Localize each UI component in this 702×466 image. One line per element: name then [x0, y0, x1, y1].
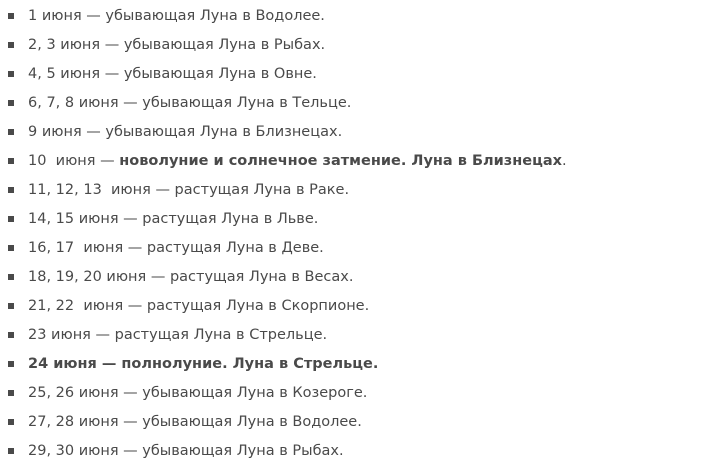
moon-calendar-list [0, 2, 702, 466]
square-bullet-icon [8, 419, 14, 425]
list-item [0, 2, 702, 31]
list-item-text: 25, 26 июня — убывающая Луна в Козероге. [28, 385, 368, 401]
list-item-text: 11, 12, 13 июня — растущая Луна в Раке. [28, 182, 350, 198]
list-item-text: 4, 5 июня — убывающая Луна в Овне. [28, 66, 317, 82]
list-item-text: 23 июня — растущая Луна в Стрельце. [28, 327, 328, 343]
square-bullet-icon [8, 448, 14, 454]
list-item-text: 21, 22 июня — растущая Луна в Скорпионе. [28, 298, 370, 314]
list-item [0, 118, 702, 147]
square-bullet-icon [8, 274, 14, 280]
list-item-prefix: 10 июня — [28, 153, 120, 169]
list-item [0, 234, 702, 263]
list-item [0, 89, 702, 118]
list-item-full-moon [0, 350, 702, 379]
square-bullet-icon [8, 303, 14, 309]
square-bullet-icon [8, 332, 14, 338]
list-item-suffix: . [561, 153, 567, 169]
square-bullet-icon [8, 13, 14, 19]
square-bullet-icon [8, 158, 14, 164]
list-item-text: 6, 7, 8 июня — убывающая Луна в Тельце. [28, 95, 352, 111]
square-bullet-icon [8, 100, 14, 106]
full-moon-highlight: 24 июня — полнолуние. Луна в Стрельце. [28, 356, 379, 372]
list-item-text: 2, 3 июня — убывающая Луна в Рыбах. [28, 37, 326, 53]
square-bullet-icon [8, 216, 14, 222]
list-item [0, 437, 702, 466]
list-item-new-moon [0, 147, 702, 176]
list-item [0, 176, 702, 205]
square-bullet-icon [8, 42, 14, 48]
list-item-text: 14, 15 июня — растущая Луна в Льве. [28, 211, 319, 227]
list-item-text: 29, 30 июня — убывающая Луна в Рыбах. [28, 443, 344, 459]
list-item [0, 292, 702, 321]
list-item [0, 408, 702, 437]
list-item-text: 27, 28 июня — убывающая Луна в Водолее. [28, 414, 362, 430]
list-item [0, 60, 702, 89]
list-item [0, 31, 702, 60]
square-bullet-icon [8, 390, 14, 396]
new-moon-eclipse-highlight: новолуние и солнечное затмение. Луна в Близнецах [119, 153, 562, 169]
list-item-text: 9 июня — убывающая Луна в Близнецах. [28, 124, 343, 140]
list-item [0, 321, 702, 350]
square-bullet-icon [8, 71, 14, 77]
square-bullet-icon [8, 187, 14, 193]
square-bullet-icon [8, 245, 14, 251]
list-item [0, 205, 702, 234]
list-item [0, 379, 702, 408]
square-bullet-icon [8, 129, 14, 135]
list-item-text: 16, 17 июня — растущая Луна в Деве. [28, 240, 324, 256]
list-item [0, 263, 702, 292]
square-bullet-icon [8, 361, 14, 367]
list-item-text: 1 июня — убывающая Луна в Водолее. [28, 8, 325, 24]
list-item-text: 18, 19, 20 июня — растущая Луна в Весах. [28, 269, 354, 285]
